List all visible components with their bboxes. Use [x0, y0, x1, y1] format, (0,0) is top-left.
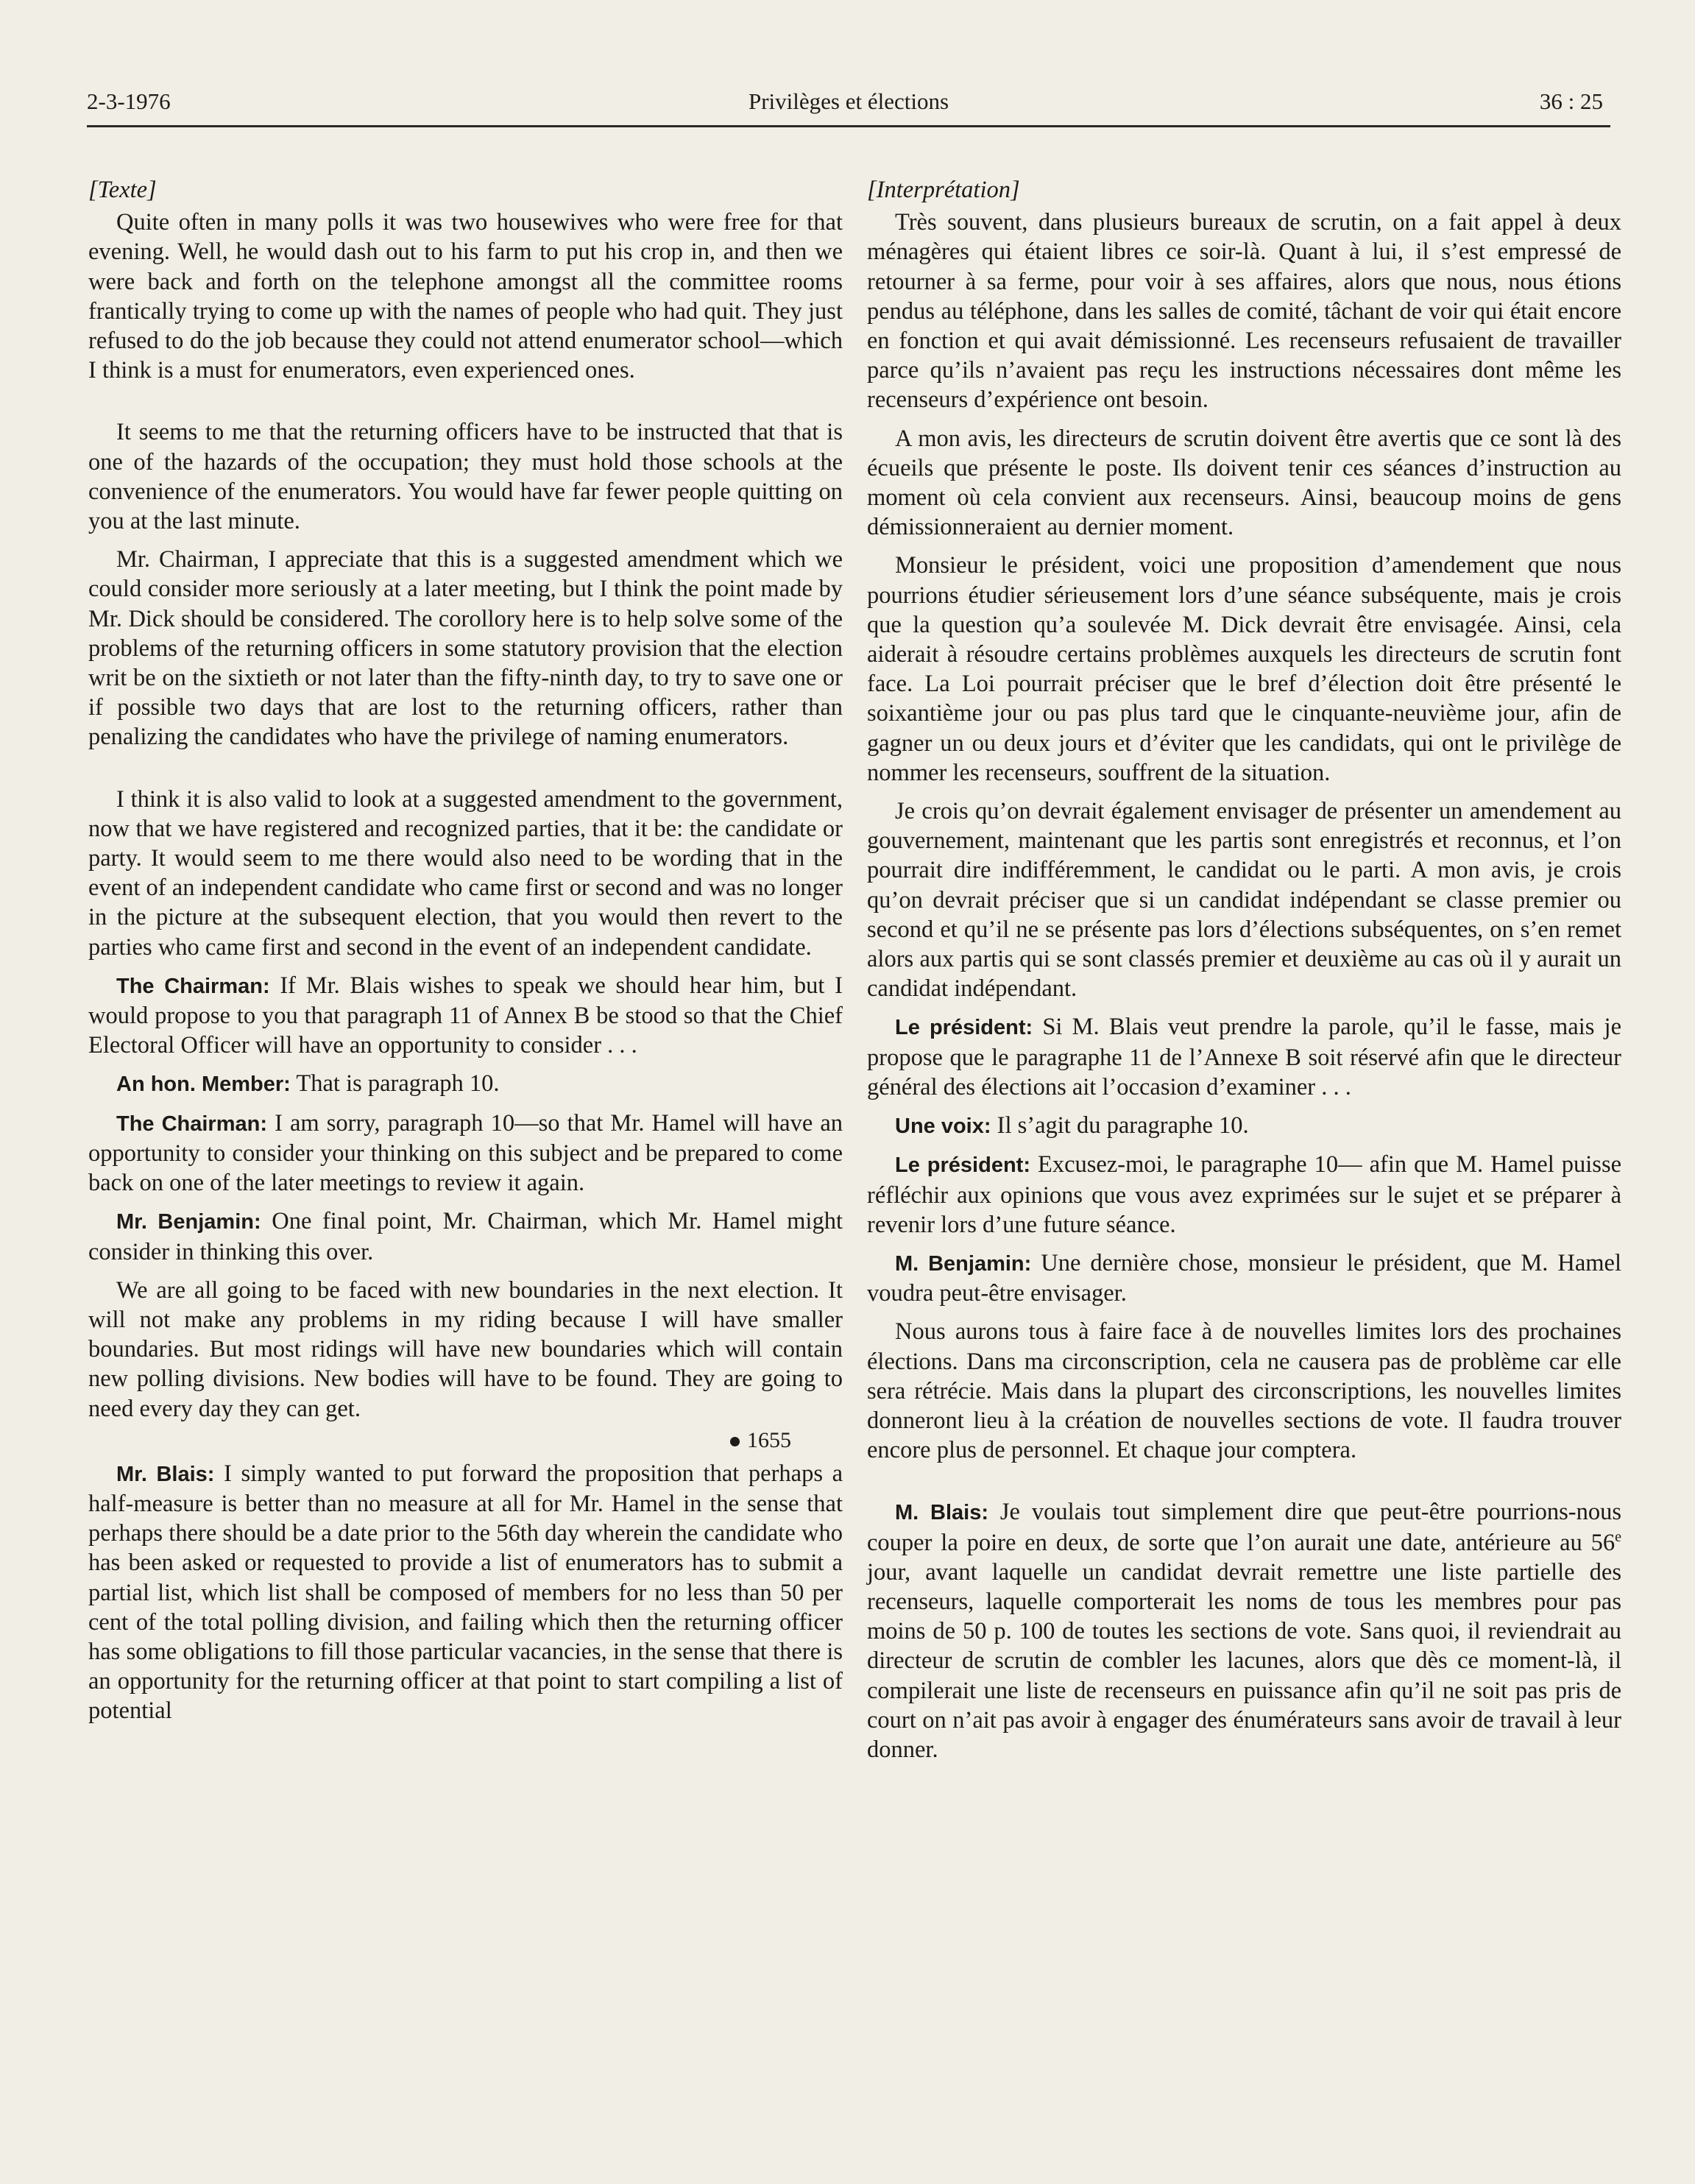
time-marker-text: 1655: [747, 1427, 791, 1452]
speaker-name: Le président:: [895, 1016, 1033, 1040]
speech: [88, 1109, 843, 1198]
header-page-number: 36 : 25: [1539, 88, 1603, 114]
french-column: [867, 175, 1621, 1773]
paragraph: A mon avis, les directeurs de scrutin doivent être avertis que ce sont là des écueils que présente le poste. Ils doivent tenir ces séances d’instruction au moment où cela convient aux recenseurs. Ainsi, beaucoup moins de gens démissionneraient au dernier moment.: [867, 425, 1621, 541]
paragraph: Monsieur le président, voici une proposition d’amendement que nous pourrions étudier sérieusement lors d’une séance subséquente, mais je crois que la question qu’a soulevée M. Dick devrait être envisagée. Ainsi, cela aiderait à résoudre certains problèmes auxquels les directeurs de scrutin font face. La Loi pourrait préciser que le bref d’élection doit être présenté le soixantième jour ou pas plus tard que le cinquante-neuvième jour, afin de gagner un ou deux jours et d’éviter que les candidats, qui ont le privilège de nommer les recenseurs, souffrent de la situation.: [867, 552, 1621, 786]
speech-text: I simply wanted to put forward the proposition that perhaps a half-measure is better than no measure at all for Mr. Hamel in the sense that perhaps there should be a date prior to the 56th day wherein the candidate who has been asked or requested to provide a list of enumerators has to submit a partial list, which list shall be composed of members for no less than 50 per cent of the total polling division, and failing which then the returning officer has some obligations to fill those particular vacancies, in the sense that there is an opportunity for the returning officer at that point to start compiling a list of potential: [88, 1460, 843, 1725]
paragraph: We are all going to be faced with new boundaries in the next election. It will not make any problems in my riding because I will have smaller boundaries. But most ridings will have new boundaries which will contain new polling divisions. New bodies will have to be found. They are going to need every day they can get.: [88, 1276, 843, 1422]
speaker-name: Une voix:: [895, 1114, 991, 1139]
speech: [88, 971, 843, 1061]
speech: [867, 1150, 1621, 1240]
speaker-name: Mr. Benjamin:: [116, 1210, 261, 1234]
speaker-name: M. Blais:: [895, 1501, 989, 1525]
running-header: [87, 87, 1610, 127]
speech: [88, 1206, 843, 1266]
paragraph: I think it is also valid to look at a suggested amendment to the government, now that we have registered and recognized parties, that it be: the candidate or party. It would seem to me there would also need to be wording that in the event of an independent candidate who came first or second and was no longer in the picture at the subsequent election, that you would then revert to the parties who came first and second in the event of an independent candidate.: [88, 785, 843, 961]
speaker-name: The Chairman:: [116, 974, 270, 998]
speech-text: Il s’agit du paragraphe 10.: [997, 1112, 1249, 1139]
speaker-name: An hon. Member:: [116, 1072, 291, 1097]
speech-text: I am sorry, paragraph 10—so that Mr. Hamel will have an opportunity to consider your thinking on this subject and be prepared to come back on one of the later meetings to review it again.: [88, 1109, 843, 1197]
speech-text: Si M. Blais veut prendre la parole, qu’il le fasse, mais je propose que le paragraphe 11 de l’Annexe B soit réservé afin que le directeur général des élections ait l’occasion d’examiner . . .: [867, 1014, 1622, 1100]
speaker-name: Le président:: [895, 1153, 1030, 1178]
paragraph: Nous aurons tous à faire face à de nouvelles limites lors des prochaines élections. Dans ma circonscription, cela ne causera pas de problème car elle sera rétrécie. Mais dans la plupart des circonscriptions, les nouvelles limites donneront lieu à la création de nouvelles sections de vote. Il faudra trouver encore plus de personnel. Et chaque jour comptera.: [867, 1318, 1621, 1464]
speech-text: That is paragraph 10.: [296, 1070, 500, 1098]
speech-text: Excusez-moi, le paragraphe 10— afin que M. Hamel puisse réfléchir aux opinions que vous avez exprimées sur le sujet et se préparer à revenir lors d’une future séance.: [867, 1151, 1622, 1238]
paragraph: Très souvent, dans plusieurs bureaux de scrutin, on a fait appel à deux ménagères qui étaient libres ce soir-là. Quant à lui, il s’est empressé de retourner à sa ferme, pour voir à ses affaires, alors que nous, nous étions pendus au téléphone, dans les salles de comité, tâchant de voir qui était encore en fonction et qui avait démissionné. Les recenseurs refusaient de travailler parce qu’ils n’avaient pas reçu les instructions nécessaires dont même les recenseurs d’expérience ont besoin.: [867, 209, 1621, 414]
speech: [867, 1497, 1621, 1764]
speaker-name: Mr. Blais:: [116, 1462, 215, 1486]
section-label: [Interprétation]: [867, 177, 1020, 203]
speech-text: jour, avant laquelle un candidat devrait remettre une liste partielle des recenseurs, laquelle comporterait les noms de tous les membres pour pas moins de 50 p. 100 de toutes les sections de vote. Sans quoi, il reviendrait au directeur de scrutin de combler les lacunes, alors que dès ce moment-là, il compilerait une liste de recenseurs en puissance afin qu’il ne soit pas pris de court on n’ait pas avoir à engager des énumérateurs sans avoir de travail à leur donner.: [867, 1558, 1621, 1763]
paragraph: Je crois qu’on devrait également envisager de présenter un amendement au gouvernement, maintenant que les partis sont enregistrés et reconnus, et l’on pourrait dire indifféremment, le candidat ou le parti. A mon avis, je crois qu’on devrait préciser que si un candidat indépendant se classe premier ou second et qu’il ne se présente pas lors d’élections subséquentes, on s’en remet alors aux partis qui se sont classés premier et deuxième au cas où il y aurait un candidat indépendant.: [867, 798, 1621, 1003]
speech: [867, 1012, 1621, 1102]
speech-text: Je voulais tout simplement dire que peut-être pourrions-nous couper la poire en deux, de sorte que l’on aurait une date, antérieure au 56: [867, 1499, 1622, 1556]
superscript: e: [1615, 1528, 1621, 1545]
english-column: [88, 175, 843, 1735]
paragraph: It seems to me that the returning officers have to be instructed that that is one of the hazards of the occupation; they must hold those schools at the convenience of the enumerators. You would have far fewer people quitting on you at the last minute.: [88, 419, 843, 535]
bullet-icon: [730, 1437, 740, 1446]
speech-text: If Mr. Blais wishes to speak we should hear him, but I would propose to you that paragraph 11 of Annex B be stood so that the Chief Electoral Officer will have an opportunity to consider . . .: [88, 972, 843, 1059]
speaker-name: M. Benjamin:: [895, 1251, 1032, 1276]
header-title: Privilèges et élections: [748, 88, 949, 114]
speech: [867, 1248, 1621, 1308]
paragraph: Mr. Chairman, I appreciate that this is a suggested amendment which we could consider more seriously at a later meeting, but I think the point made by Mr. Dick should be considered. The corollory here is to help solve some of the problems of the returning officers in some statutory provision that the election writ be on the sixtieth or not later than the fifty-ninth day, to try to save one or if possible two days that are lost to the returning officers, rather than penalizing the candidates who have the privilege of naming enumerators.: [88, 546, 843, 751]
paragraph: Quite often in many polls it was two housewives who were free for that evening. Well, he would dash out to his farm to put his crop in, and then we were back and forth on the telephone amongst all the committee rooms frantically trying to come up with the names of people who had quit. They just refused to do the job because they could not attend enumerator school—which I think is a must for enumerators, even experienced ones.: [88, 209, 843, 384]
speech: [88, 1459, 843, 1726]
time-marker: [88, 1428, 843, 1453]
section-label: [Texte]: [88, 177, 157, 203]
speech-text: One final point, Mr. Chairman, which Mr. Hamel might consider in thinking this over.: [88, 1208, 843, 1265]
speech-text: Une dernière chose, monsieur le président, que M. Hamel voudra peut-être envisager.: [867, 1249, 1621, 1307]
speech: [867, 1111, 1621, 1141]
speech: [88, 1069, 843, 1099]
speaker-name: The Chairman:: [116, 1112, 267, 1136]
header-date: 2-3-1976: [87, 88, 171, 114]
